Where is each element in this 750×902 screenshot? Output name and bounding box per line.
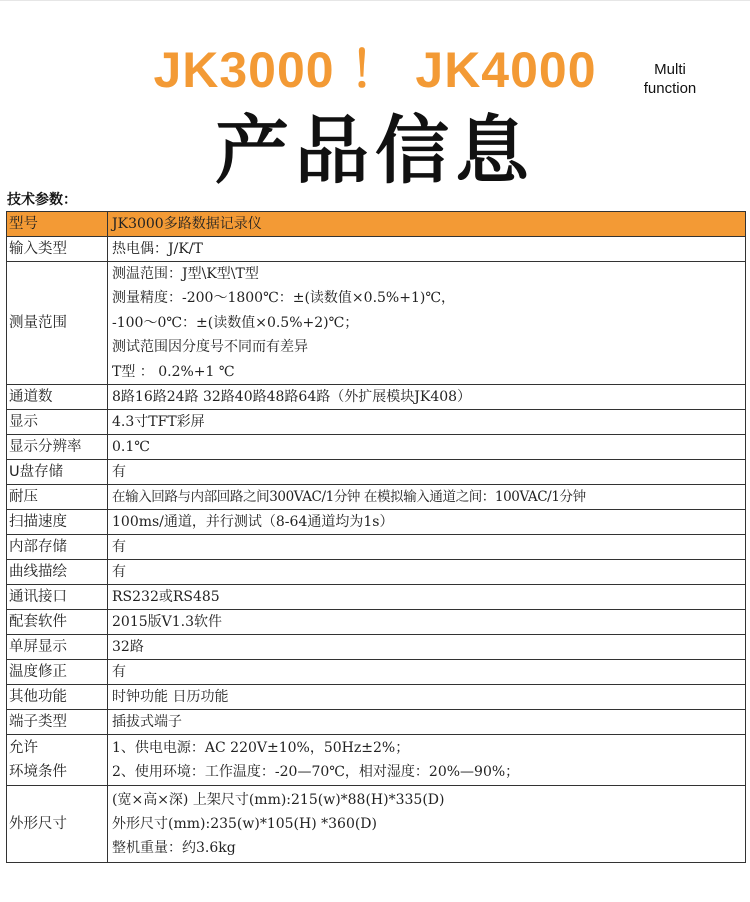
row-key: 输入类型 xyxy=(7,237,108,262)
row-value: 时钟功能 日历功能 xyxy=(108,685,746,710)
row-value: 有 xyxy=(108,560,746,585)
row-key: 测量范围 xyxy=(7,262,108,385)
page-title: 产品信息 xyxy=(215,108,535,194)
row-value: 有 xyxy=(108,535,746,560)
row-key xyxy=(7,735,108,786)
row-value: 插拔式端子 xyxy=(108,710,746,735)
table-row-comm-interface xyxy=(7,585,746,610)
table-row-input-type xyxy=(7,237,746,262)
table-row-single-screen xyxy=(7,635,746,660)
row-key: 显示分辨率 xyxy=(7,435,108,460)
row-value: 0.1℃ xyxy=(108,435,746,460)
table-row-other-functions xyxy=(7,685,746,710)
value-line: 1、供电电源：AC 220V±10%，50Hz±2%； xyxy=(112,740,410,757)
table-row-temp-correction xyxy=(7,660,746,685)
value-line: 外形尺寸(mm):235(w)*105(H) *360(D) xyxy=(112,816,377,833)
row-value: JK3000多路数据记录仪 xyxy=(108,212,746,237)
row-key: 外形尺寸 xyxy=(7,786,108,863)
table-row-measure-range xyxy=(7,262,746,385)
value-line: 2、使用环境：工作温度：-20—70℃，相对湿度：20%—90%； xyxy=(112,764,520,781)
multi-line-2: function xyxy=(643,80,697,97)
row-key: 扫描速度 xyxy=(7,510,108,535)
row-value: 在输入回路与内部回路之间300VAC/1分钟 在模拟输入通道之间：100VAC/1分钟 xyxy=(108,485,746,510)
row-value: 有 xyxy=(108,460,746,485)
row-key: 配套软件 xyxy=(7,610,108,635)
row-value xyxy=(108,786,746,863)
row-key: 内部存储 xyxy=(7,535,108,560)
row-key: 单屏显示 xyxy=(7,635,108,660)
multi-line-1: Multi xyxy=(654,61,686,78)
table-row-dimensions xyxy=(7,786,746,863)
value-line: 测量精度：-200～1800℃：±(读数值×0.5%+1)℃， xyxy=(112,290,455,307)
value-line: (宽×高×深) 上架尺寸(mm):215(w)*88(H)*335(D) xyxy=(112,792,445,809)
value-line: 测温范围：J型\K型\T型 xyxy=(112,266,259,282)
table-row-curve-plot xyxy=(7,560,746,585)
table-row-environment xyxy=(7,735,746,786)
value-line: 测试范围因分度号不同而有差异 xyxy=(112,339,308,356)
value-line: -100～0℃：±(读数值×0.5%+2)℃； xyxy=(112,314,359,331)
row-value: 2015版V1.3软件 xyxy=(108,610,746,635)
row-key: U盘存储 xyxy=(7,460,108,485)
key-line: 允许 xyxy=(9,740,38,757)
key-line: 环境条件 xyxy=(9,764,67,781)
row-key: 端子类型 xyxy=(7,710,108,735)
table-row-software xyxy=(7,610,746,635)
row-value: RS232或RS485 xyxy=(108,585,746,610)
row-key: 耐压 xyxy=(7,485,108,510)
row-value: 热电偶：J/K/T xyxy=(108,237,746,262)
table-row-usb-storage xyxy=(7,460,746,485)
value-line: 整机重量：约3.6kg xyxy=(112,840,236,857)
row-key: 曲线描绘 xyxy=(7,560,108,585)
params-label: 技术参数： xyxy=(7,192,77,208)
row-value: 有 xyxy=(108,660,746,685)
row-key: 显示 xyxy=(7,410,108,435)
table-row-scan-speed xyxy=(7,510,746,535)
row-key: 型号 xyxy=(7,212,108,237)
row-value: 100ms/通道，并行测试（8-64通道均为1s） xyxy=(108,510,746,535)
table-row-channels xyxy=(7,385,746,410)
row-value: 8路16路24路 32路40路48路64路（外扩展模块JK408） xyxy=(108,385,746,410)
table-row-terminal-type xyxy=(7,710,746,735)
model-title: JK3000 ！ JK4000 xyxy=(153,42,597,98)
row-value xyxy=(108,262,746,385)
table-row-display xyxy=(7,410,746,435)
table-row-withstand-voltage xyxy=(7,485,746,510)
row-value: 32路 xyxy=(108,635,746,660)
row-key: 通讯接口 xyxy=(7,585,108,610)
row-key: 其他功能 xyxy=(7,685,108,710)
row-value: 4.3寸TFT彩屏 xyxy=(108,410,746,435)
table-row-internal-storage xyxy=(7,535,746,560)
spec-table xyxy=(6,211,746,863)
table-row-model xyxy=(7,212,746,237)
value-line: T型 ： 0.2%+1 ℃ xyxy=(112,363,235,380)
row-key: 通道数 xyxy=(7,385,108,410)
top-divider xyxy=(0,0,750,1)
table-row-resolution xyxy=(7,435,746,460)
row-key: 温度修正 xyxy=(7,660,108,685)
row-value xyxy=(108,735,746,786)
